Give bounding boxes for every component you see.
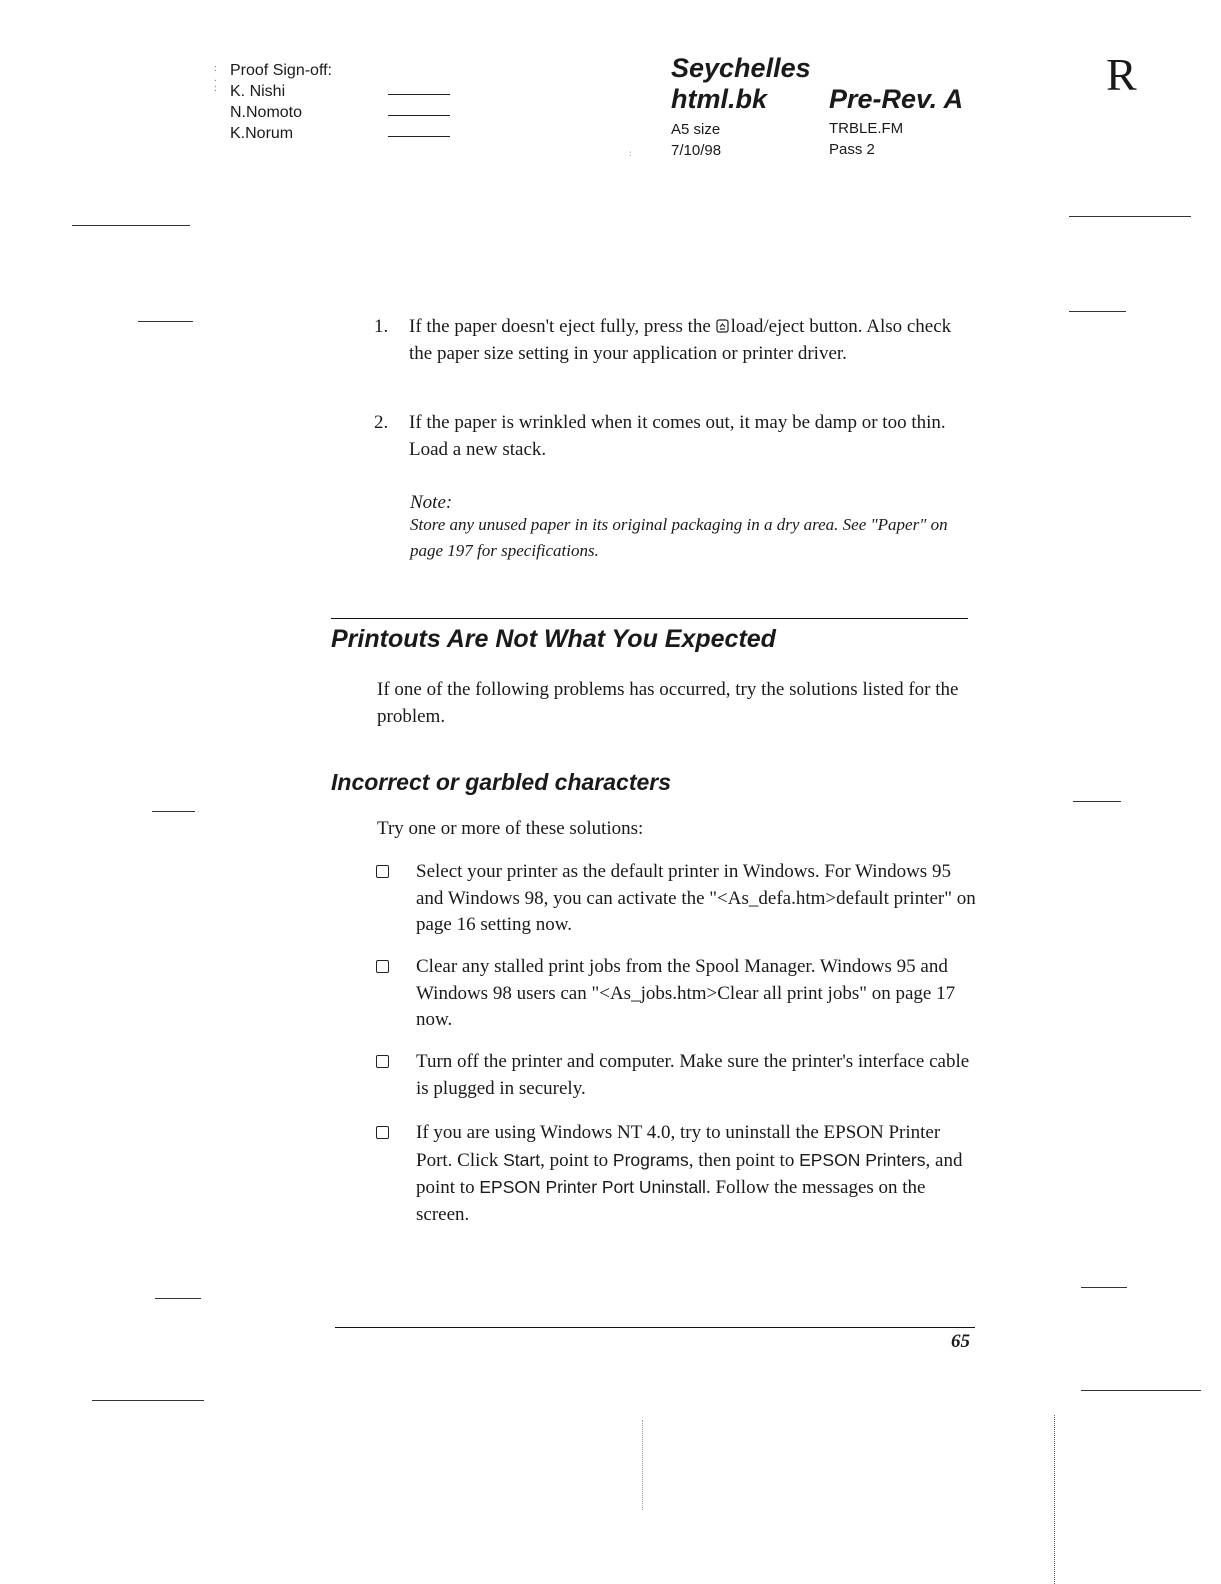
proof-signoff — [230, 60, 332, 144]
signer-name: K.Norum — [230, 125, 294, 142]
solution-item — [376, 859, 976, 941]
page-number: 65 — [951, 1331, 970, 1352]
checkbox-bullet-icon — [376, 1126, 389, 1139]
revision-label: Pre-Rev. A — [829, 84, 964, 114]
solution-text-part: . Follow the messages on the screen. — [416, 1177, 926, 1225]
note-heading: Note: — [410, 492, 453, 513]
solution-text — [416, 1120, 976, 1228]
section-rule — [331, 618, 968, 619]
signer-name: K. Nishi — [230, 83, 286, 100]
signer-name: N.Nomoto — [230, 104, 303, 121]
ui-term-port-uninstall: EPSON Printer Port Uninstall — [479, 1177, 706, 1197]
note-body: Store any unused paper in its original packaging in a dry area. See "Paper" on page 197 for specifications. — [410, 515, 948, 560]
crop-mark — [72, 225, 190, 226]
crop-mark — [1073, 801, 1121, 802]
crop-mark — [1081, 1287, 1127, 1288]
registration-tick — [1054, 1415, 1055, 1584]
crop-mark — [1069, 216, 1191, 217]
solution-text: Turn off the printer and computer. Make sure the printer's interface cable is plugged in securely. — [416, 1051, 970, 1099]
section-title: Printouts Are Not What You Expected — [331, 625, 776, 653]
crop-mark — [152, 811, 195, 812]
corner-mark: R — [1106, 49, 1137, 100]
signature-line — [388, 136, 450, 137]
step-text: If the paper is wrinkled when it comes out, it may be damp or too thin. Load a new stack. — [409, 412, 946, 460]
solution-text-part: , and point to — [416, 1149, 963, 1198]
step-text-after-icon: load/eject button. Also check the paper size setting in your application or printer driver. — [409, 316, 952, 364]
section-intro: If one of the following problems has occurred, try the solutions listed for the problem. — [377, 679, 959, 727]
ui-term-start: Start — [503, 1149, 541, 1170]
page-size: A5 size — [671, 121, 721, 138]
load-eject-icon — [716, 319, 729, 333]
solution-item — [376, 954, 976, 1036]
ui-term-epson-printers: EPSON Printers — [799, 1149, 926, 1170]
subsection-intro: Try one or more of these solutions: — [377, 818, 644, 839]
solution-text: Clear any stalled print jobs from the Spool Manager. Windows 95 and Windows 98 users can "<As_jobs.htm>Clear all print jobs" on page 17 now. — [416, 956, 956, 1030]
checkbox-bullet-icon — [376, 960, 389, 973]
checkbox-bullet-icon — [376, 865, 389, 878]
step-text — [409, 314, 974, 367]
project-name: Seychelles — [671, 53, 811, 83]
crop-mark — [155, 1298, 201, 1299]
registration-tick — [642, 1420, 643, 1510]
solution-item — [376, 1049, 976, 1103]
subsection-title: Incorrect or garbled characters — [331, 769, 672, 795]
step-item — [374, 314, 974, 396]
step-item — [374, 410, 974, 464]
file-name: TRBLE.FM — [829, 120, 904, 137]
solution-text-part: , then point to — [688, 1149, 800, 1171]
proof-date: 7/10/98 — [671, 142, 722, 159]
crop-mark — [92, 1400, 204, 1401]
signature-line — [388, 94, 450, 95]
crop-mark — [1081, 1390, 1201, 1391]
signature-line — [388, 115, 450, 116]
crop-mark — [1069, 311, 1126, 312]
signoff-label: Proof Sign-off: — [230, 62, 332, 79]
solution-text-part: , point to — [540, 1149, 613, 1171]
checkbox-bullet-icon — [376, 1055, 389, 1068]
book-name: html.bk — [671, 84, 768, 114]
margin-dots: : — [629, 148, 632, 158]
crop-mark — [138, 321, 193, 322]
step-number: 1. — [374, 316, 389, 337]
ui-term-programs: Programs — [612, 1149, 689, 1170]
solution-item — [376, 1120, 976, 1230]
footer-rule — [335, 1327, 975, 1328]
pass-number: Pass 2 — [829, 141, 875, 158]
margin-dots: : . : — [214, 63, 217, 94]
step-number: 2. — [374, 412, 389, 433]
solution-text-part: If you are using Windows NT 4.0, try to uninstall the EPSON Printer Port. Click — [416, 1122, 941, 1171]
step-text-before-icon: If the paper doesn't eject fully, press the — [409, 316, 711, 337]
solution-text: Select your printer as the default printer in Windows. For Windows 95 and Windows 98, you can activate the "<As_defa.htm>default printer" on page 16 setting now. — [416, 861, 976, 935]
